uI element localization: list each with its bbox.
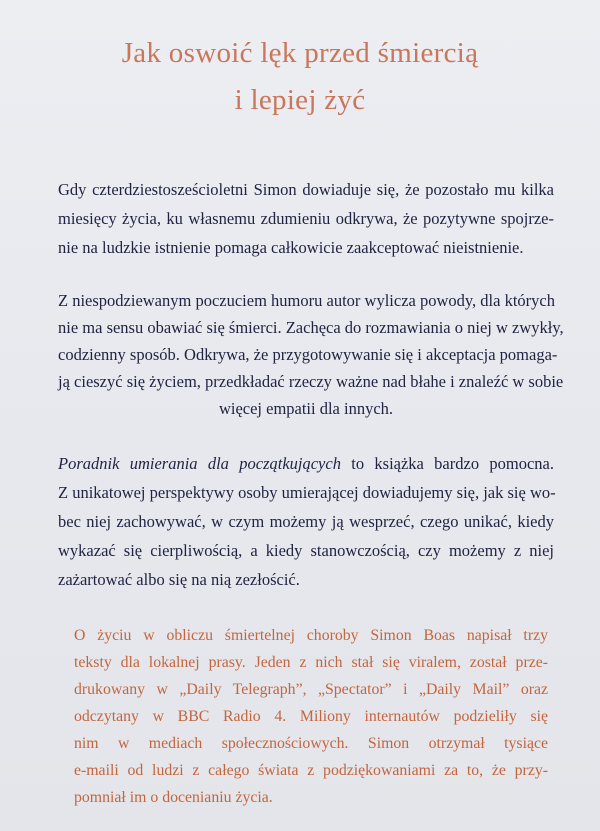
title-line-1: Jak oswoić lęk przed śmiercią (121, 37, 479, 69)
paragraph-line: wykazać się cierpliwością, a kiedy stanowczością, czy możemy z niej (58, 541, 554, 560)
paragraph-line-first (58, 452, 554, 476)
book-title-italic: Poradnik umierania dla początkujących (58, 454, 341, 473)
paragraph-line: nie na ludzkie istnienie pomaga całkowicie zaakceptować nieistnienie. (58, 238, 524, 257)
paragraph-line: Z unikatowej perspektywy osoby umierającej dowiadujemy się, jak się wo- (58, 483, 556, 502)
paragraph-line: Z niespodziewanym poczuciem humoru autor wylicza powody, dla których (58, 291, 555, 310)
accent-line: O życiu w obliczu śmiertelnej choroby Simon Boas napisał trzy (74, 627, 548, 644)
paragraph-line: miesięcy życia, ku własnemu zdumieniu odkrywa, że pozytywne spojrze- (58, 209, 554, 228)
title-line-2: i lepiej żyć (234, 84, 366, 116)
paragraph-line: zażartować albo się na nią zezłościć. (58, 570, 300, 589)
accent-line: e-maili od ludzi z całego świata z podziękowaniami za to, że przy- (74, 762, 548, 779)
paragraph-line: codzienny sposób. Odkrywa, że przygotowywanie się i akceptacja pomaga- (58, 345, 558, 364)
paragraph-line: nie ma sensu obawiać się śmierci. Zachęca do rozmawiania o niej w zwykły, (58, 318, 564, 337)
accent-line: pomniał im o docenianiu życia. (74, 789, 273, 806)
paragraph-line: ją cieszyć się życiem, przedkładać rzeczy ważne nad błahe i znaleźć w sobie (58, 372, 564, 391)
accent-line: odczytany w BBC Radio 4. Miliony internautów podzieliły się (74, 708, 548, 725)
paragraph-line-rest: to książka bardzo pomocna. (340, 454, 554, 473)
accent-line: teksty dla lokalnej prasy. Jeden z nich stał się viralem, został prze- (74, 654, 548, 671)
accent-line: nim w mediach społecznościowych. Simon otrzymał tysiące (74, 735, 548, 752)
paragraph-line: Gdy czterdziestosześcioletni Simon dowiaduje się, że pozostało mu kilka (58, 180, 554, 199)
paragraph-line: bec niej zachowywać, w czym możemy ją wesprzeć, czego unikać, kiedy (58, 512, 554, 531)
accent-line: drukowany w „Daily Telegraph”, „Spectator” i „Daily Mail” oraz (74, 681, 548, 698)
paragraph-line: więcej empatii dla innych. (218, 399, 394, 418)
